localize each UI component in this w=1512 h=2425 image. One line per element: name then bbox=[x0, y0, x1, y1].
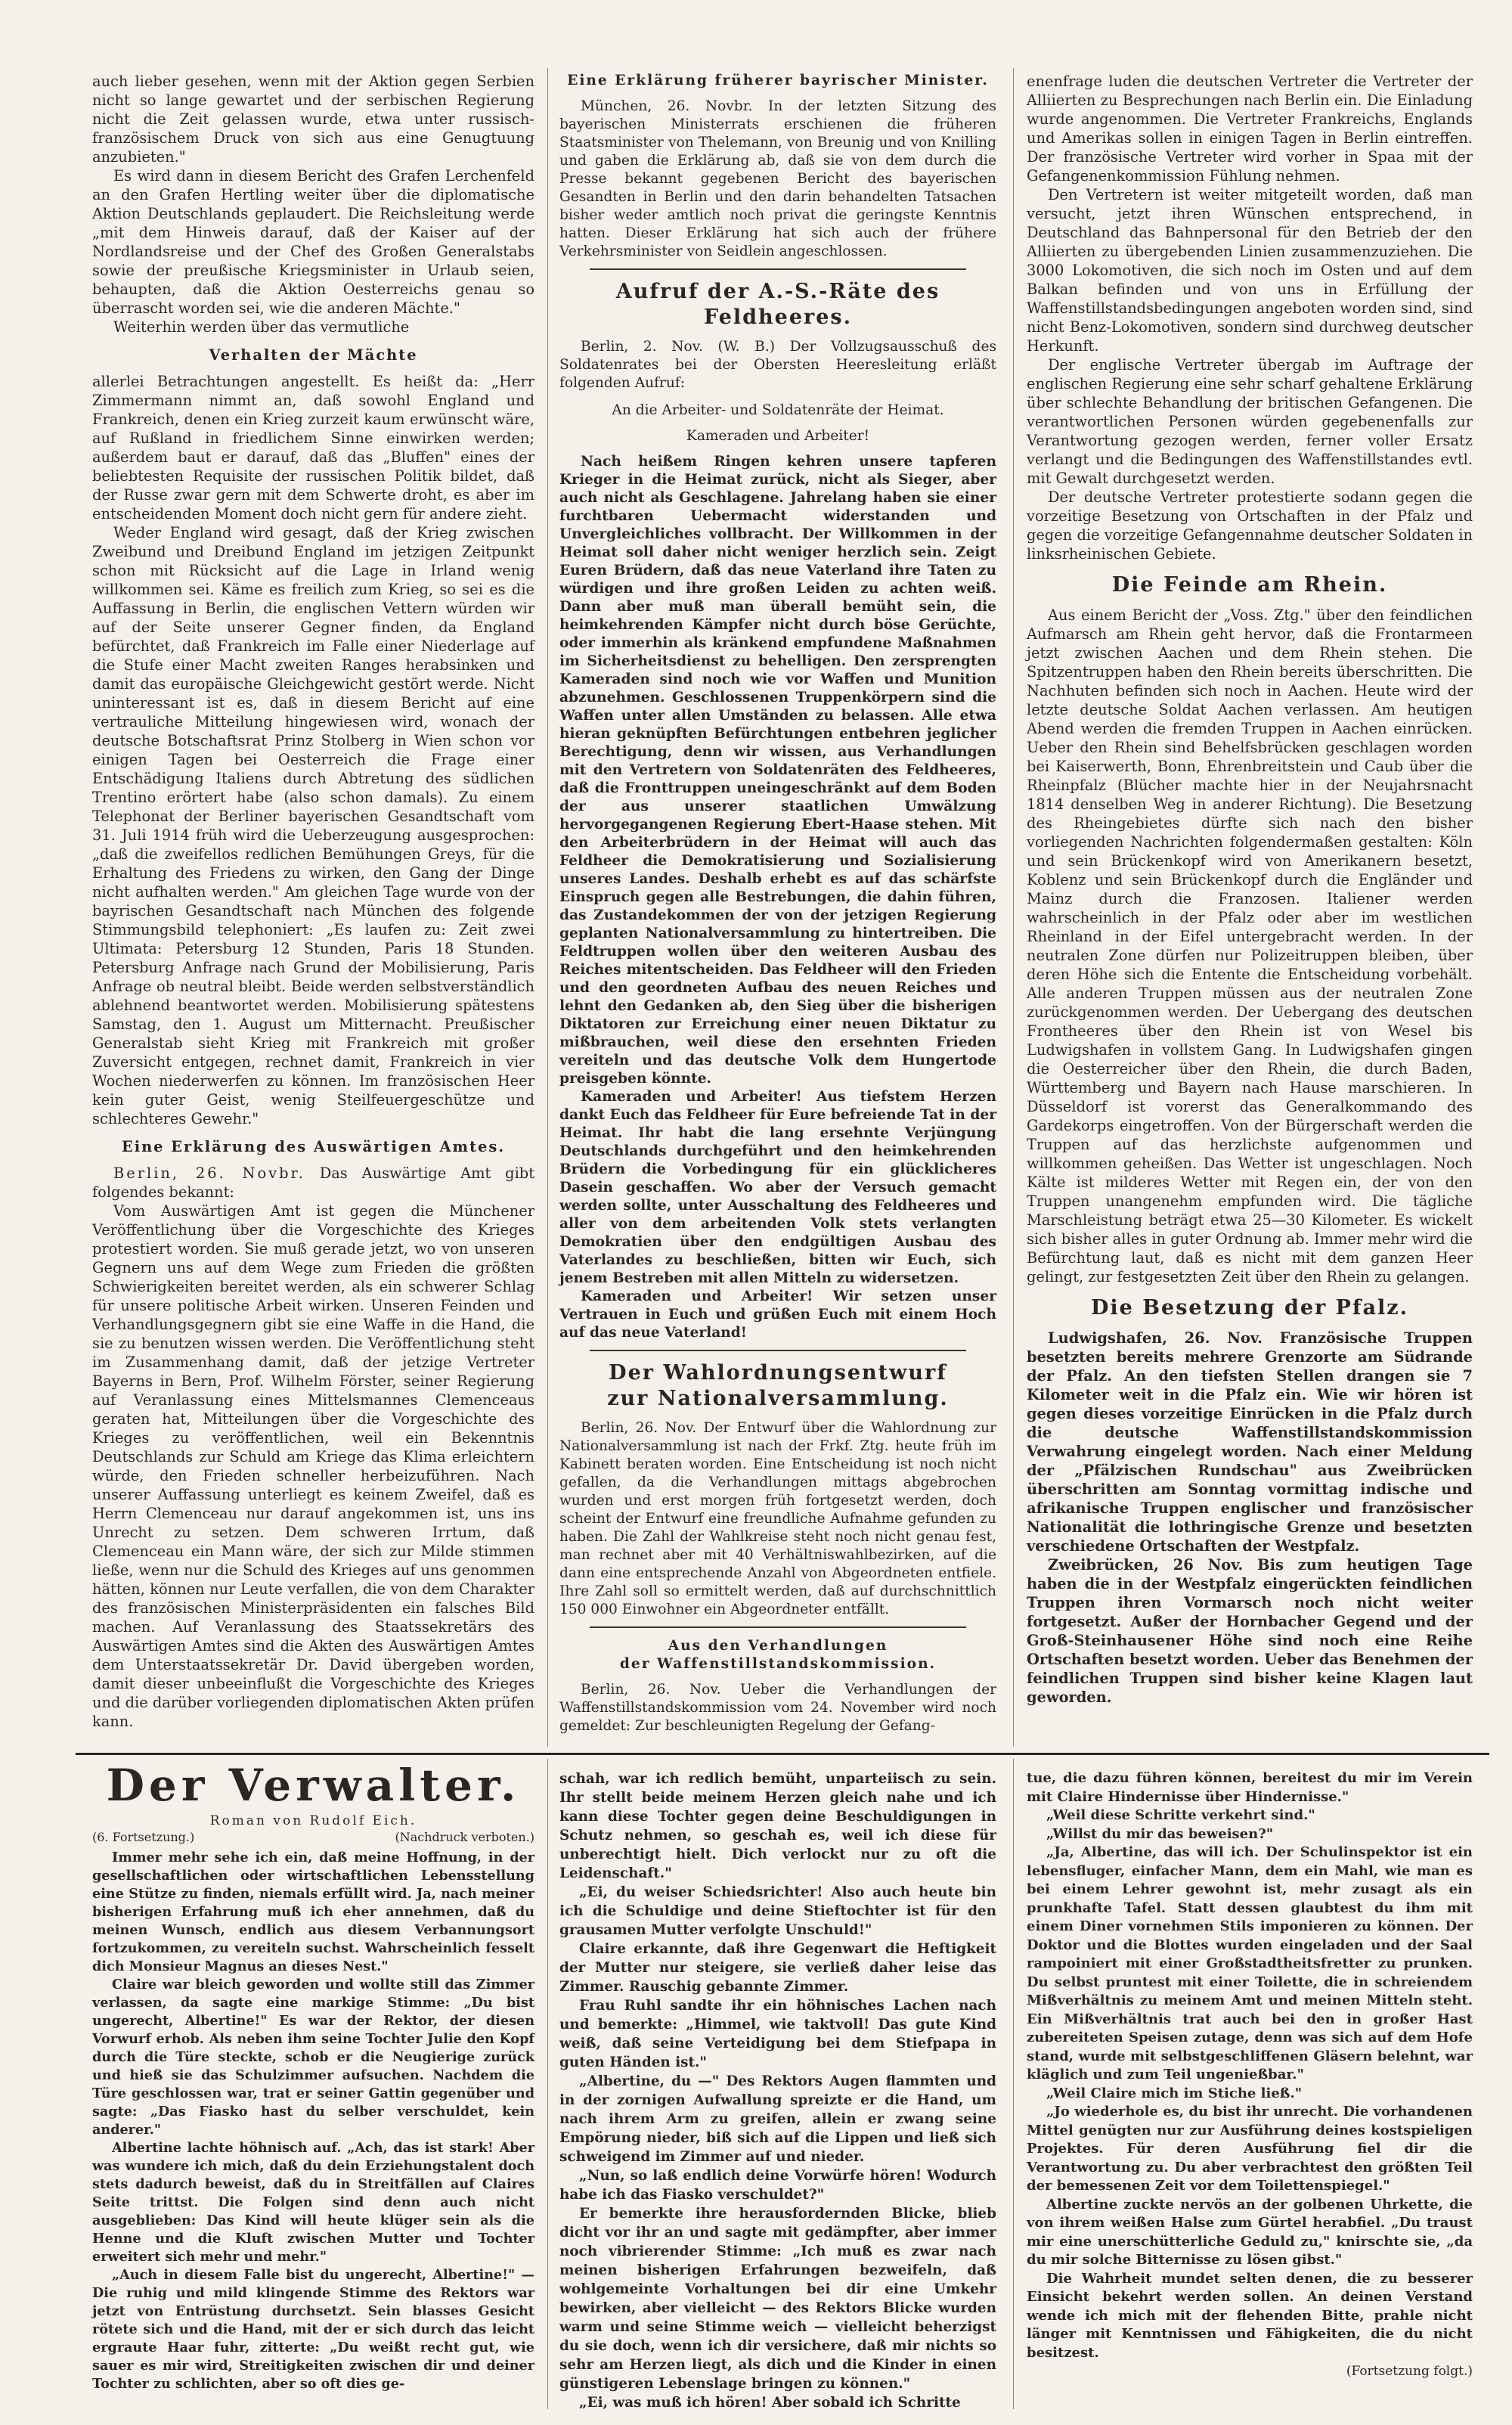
appeal-address: An die Arbeiter- und Soldatenräte der Heimat. bbox=[612, 402, 944, 418]
news-column-3 bbox=[1027, 72, 1473, 1707]
section-heading: Der Wahlordnungsentwurf bbox=[609, 1361, 947, 1385]
news-column-1 bbox=[92, 72, 534, 1731]
section-divider bbox=[590, 1626, 966, 1628]
article-paragraph: auch lieber gesehen, wenn mit der Aktion gegen Serbien nicht so lange gewartet und der serbischen Regierung nicht die Zeit gelassen wurde, etwa unter russisch-französischem Druck von sich aus eine Genugtuung anzubieten." bbox=[92, 73, 534, 166]
novel-paragraph: schah, war ich redlich bemüht, unparteiisch zu sein. Ihr stellt beide meinem Herzen gleich nahe und ich kann diese Tochter gegen deine Beschuldigungen in Schutz nehmen, so geschah es, weil ich diese für unberechtigt hielt. Dich verlockt nur zu oft die Leidenschaft." bbox=[559, 1771, 996, 1881]
novel-paragraph: Claire war bleich geworden und wollte still das Zimmer verlassen, da sagte eine markige Stimme: „Du bist ungerecht, Albertine!" Es war der Rektor, der diesen Vorwurf erhob. Als neben ihm seine Tochter Julie den Kopf durch die Türe steckte, schob er die Neugierige zurück und hieß sie das Schulzimmer aufsuchen. Nachdem die Türe geschlossen war, trat er seiner Gattin gegenüber und sagte: „Das Fiasko hast du selber verschuldet, kein anderer." bbox=[92, 1977, 534, 2138]
article-paragraph: Der englische Vertreter übergab im Auftrage der englischen Regierung eine sehr scharf gehaltene Erklärung über schlechte Behandlung der britischen Gefangenen. Die verantwortlichen Personen würden gegebenenfalls zur Verantwortung gezogen werden, ferner voller Ersatz verlangt und die Bedingungen des Waffenstillstandes evtl. mit Gewalt durchgesetzt werden. bbox=[1027, 356, 1473, 487]
novel-paragraph: tue, die dazu führen können, bereitest du mir im Verein mit Claire Hindernisse über Hindernisse." bbox=[1027, 1770, 1473, 1805]
section-heading: Die Besetzung der Pfalz. bbox=[1090, 1296, 1409, 1319]
novel-paragraph: „Willst du mir das beweisen?" bbox=[1046, 1825, 1274, 1842]
article-paragraph: Zweibrücken, 26 Nov. Bis zum heutigen Tage haben die in der Westpfalz eingerückten feindlichen Truppen ihren Vormarsch noch nicht weiter fortgesetzt. Außer der Hornbacher Gegend und der Groß-Steinhausener Höhe sind noch eine Reihe Ortschaften besetzt worden. Ueber das Benehmen der feindlichen Truppen sind bisher keine Klagen laut geworden. bbox=[1027, 1556, 1473, 1706]
reprint-note: (Nachdruck verboten.) bbox=[395, 1830, 534, 1844]
article-paragraph: Weder England wird gesagt, daß der Krieg zwischen Zweibund und Dreibund England im jetzigen Zeitpunkt schon mit Rücksicht auf die Lage in Irland wenig willkommen sei. Käme es freilich zum Krieg, so sei es die Auffassung in Berlin, die englischen Vettern würden wir auf der Seite unserer Gegner finden, da England befürchtet, daß Frankreich im Falle einer Niederlage auf die Stufe einer Macht zweiten Ranges herabsinken und damit das europäische Gleichgewicht gestört werde. Nicht uninteressant ist es, daß in diesem Bericht auf eine vertrauliche Mitteilung hingewiesen wird, wonach der deutsche Botschaftsrat Prinz Stolberg in Wien schon vor einigen Tagen bei Oesterreich die Frage einer Entschädigung Italiens durch Abtretung des südlichen Trentino erörtert habe (also schon damals). Zu einem Telephonat der Berliner bayerischen Gesandtschaft vom 31. Juli 1914 früh wird die Ueberzeugung ausgesprochen: „daß die zweifellos redlichen Bemühungen Greys, für die Erhaltung des Friedens zu wirken, den Gang der Dinge nicht aufhalten werden." Am gleichen Tage wurde von der bayrischen Gesandtschaft nach München des folgende Stimmungsbild telephoniert: „Es laufen zu: Zeit zwei Ultimata: Petersburg 12 Stunden, Paris 18 Stunden. Petersburg Anfrage nach Grund der Mobilisierung, Paris Anfrage ob neutral bleibt. Beide werden selbstverständlich ablehnend beantwortet werden. Mobilisierung spätestens Samstag, den 1. August um Mitternacht. Preußischer Generalstab sieht Krieg mit Frankreich mit großer Zuversicht entgegen, rechnet damit, Frankreich in vier Wochen niederwerfen zu können. Im französischen Heer kein guter Geist, wenig Steilfeuergeschütze und schlechteres Gewehr." bbox=[92, 524, 534, 1127]
novel-title: Der Verwalter. bbox=[106, 1760, 521, 1811]
novel-paragraph: „Albertine, du —" Des Rektors Augen flammten und in der zornigen Aufwallung spreizte er die Hand, um nach ihrem Arm zu greifen, allein er zwang seine Empörung nieder, biß sich auf die Lippen und ließ sich schweigend im Zimmer auf und nieder. bbox=[559, 2073, 996, 2165]
article-paragraph: Aus einem Bericht der „Voss. Ztg." über den feindlichen Aufmarsch am Rhein geht hervor, daß die Frontarmeen jetzt zwischen Aachen und dem Rhein stehen. Die Spitzentruppen haben den Rhein bereits überschritten. Die Nachhuten befinden sich noch in Aachen. Heute wird der letzte deutsche Soldat Aachen verlassen. Am heutigen Abend werden die fremden Truppen in Aachen einrücken. Ueber den Rhein sind Behelfsbrücken geschlagen worden bei Kaiserwerth, Bonn, Ehrenbreitstein und Caub über die Rheinpfalz (Blücher machte hier in der Neujahrsnacht 1814 denselben Weg in anderer Richtung). Die Besetzung des Rheingebietes dürfte sich nach den bisher vorliegenden Nachrichten folgendermaßen gestalten: Köln und sein Brückenkopf wird von Amerikanern besetzt, Koblenz und sein Brückenkopf durch die Engländer und Mainz durch die Franzosen. Italiener werden wahrscheinlich in der Pfalz oder aber im westlichen Rheinland in der Eifel untergebracht werden. In der neutralen Zone dürfen nur Polizeitruppen bleiben, über deren Höhe sich die Entente die Entscheidung vorbehält. Alle anderen Truppen müssen aus der neutralen Zone zurückgenommen werden. Der Uebergang des deutschen Frontheeres über den Rhein ist von Wesel bis Ludwigshafen in vollstem Gang. In Ludwigshafen gingen die Oesterreicher über den Rhein, die durch Baden, Württemberg und Bayern nach Hause marschieren. In Düsseldorf ist vorerst das Generalkommando des Gardekorps eingetroffen. Von der Bürgerschaft werden die Truppen auf das herzlichste aufgenommen und willkommen geheißen. Das Wetter ist ungeschlagen. Noch Kälte ist milderes Wetter mit Regen ein, der von den Truppen unangenehm empfunden wird. Die tägliche Marschleistung beträgt etwa 25—30 Kilometer. Es wickelt sich bisher alles in guter Ordnung ab. Immer mehr wird die Befürchtung laut, daß es nicht mit dem ganzen Heer gelingt, zur festgesetzten Zeit über den Rhein zu gelangen. bbox=[1027, 606, 1473, 1285]
novel-paragraph: „Ja, Albertine, das will ich. Der Schulinspektor ist ein lebensfluger, einfacher Mann, dem ein Mahl, wie man es bei einem Lehrer gewohnt ist, mehr zusagt als ein prunkhafte Tafel. Statt dessen glaubtest du ihm mit einem Diner vornehmen Stils imponieren zu können. Der Doktor und die Blottes wurden eingeladen und der Saal rampoiniert mit einer Großstadtheitsfretter zu prunken. Du selbst pruntest mit einer Toilette, die in schreiendem Mißverhältnis zu meinem Amt und meinen Mitteln steht. Ein Mißverhältnis trat auch bei den in großer Hast zubereiteten Speisen zutage, denn was sich auf dem Hofe stand, wurde mit selbstgeschliffenen Gläsern belehnt, war kläglich und zum Teil ungenießbar." bbox=[1027, 1844, 1473, 2082]
novel-paragraph: „Ei, was muß ich hören! Aber sobald ich Schritte bbox=[579, 2395, 961, 2411]
article-paragraph: Den Vertretern ist weiter mitgeteilt worden, daß man versucht, jetzt ihren Wünschen entsprechend, in Deutschland das Bahnpersonal für den Betrieb der den Alliierten zu übergebenden Linien zusammenzuziehen. Die 3000 Lokomotiven, die sich noch im Osten und auf dem Balkan befinden und von uns in Erfüllung der Waffenstillstandsbedingungen angeboten worden sind, sind nicht Benz-Lokomotiven, sondern sind durchweg deutscher Herkunft. bbox=[1027, 186, 1473, 355]
article-paragraph: Ludwigshafen, 26. Nov. Französische Truppen besetzten bereits mehrere Grenzorte am Südrande der Pfalz. An den tiefsten Stellen drangen sie 7 Kilometer weit in die Pfalz ein. Wie wir hören ist gegen dieses vorzeitige Einrücken in die Pfalz durch die deutsche Waffenstillstandskommission Verwahrung eingelegt worden. Nach einer Meldung der „Pfälzischen Rundschau" aus Zweibrücken überschritten am Sonntag vormittag indische und afrikanische Truppen englischer und französischer Nationalität die lothringische Grenze und besetzten verschiedene Ortschaften der Westpfalz. bbox=[1027, 1329, 1473, 1555]
article-paragraph: enenfrage luden die deutschen Vertreter die Vertreter der Alliierten zu Besprechungen nach Berlin ein. Die Einladung wurde angenommen. Die Vertreter Frankreichs, Englands und Amerikas sollen in einigen Tagen in Berlin eintreffen. Der französische Vertreter wird vorher in Spaa mit der Gefangenenkommission Fühlung nehmen. bbox=[1027, 73, 1473, 185]
dateline: Berlin, 26. Novbr. bbox=[113, 1164, 305, 1182]
article-paragraph: Berlin, 2. Nov. (W. B.) Der Vollzugsausschuß des Soldatenrates bei der Obersten Heeresleitung erläßt folgenden Aufruf: bbox=[559, 339, 996, 391]
novel-paragraph: Albertine zuckte nervös an der golbenen Uhrkette, die von ihrem weißen Halse zum Gürtel herabfiel. „Du traust mir eine unerschütterliche Geduld zu," knirschte sie, „da du mir solche Bitternisse zu lösen gibst." bbox=[1027, 2196, 1473, 2268]
appeal-salute: Kameraden und Arbeiter! bbox=[686, 428, 870, 444]
feuilleton-divider bbox=[76, 1753, 1489, 1755]
article-paragraph: Kameraden und Arbeiter! Wir setzen unser Vertrauen in Euch und grüßen Euch mit einem Hoch auf das neue Vaterland! bbox=[559, 1288, 996, 1341]
novel-paragraph: Er bemerkte ihre herausfordernden Blicke, blieb dicht vor ihr an und sagte mit gedämpfter, aber immer noch vibrierender Stimme: „Ich muß es zwar nach meinen bisherigen Erfahrungen bezweifeln, daß wohlgemeinte Vorhaltungen bei dir eine Umkehr bewirken, aber vielleicht — des Rektors Blicke wurden warm und seine Stimme weich — vielleicht beherzigst du sie doch, wenn ich dir versichere, daß mir nichts so sehr am Herzen liegt, als dich und die Kinder in einen günstigeren Lebenslage bringen zu können." bbox=[559, 2206, 996, 2392]
novel-paragraph: „Weil Claire mich im Stiche ließ." bbox=[1046, 2085, 1303, 2101]
novel-meta bbox=[92, 1830, 534, 1844]
section-heading: Aufruf der A.-S.-Räte des Feldheeres. bbox=[615, 280, 940, 329]
article-paragraph: Der deutsche Vertreter protestierte sodann gegen die vorzeitige Besetzung von Ortschaften in der Pfalz und gegen die vorzeitige Gefangennahme deutscher Soldaten in linksrheinischen Gebiete. bbox=[1027, 488, 1473, 563]
article-paragraph: Berlin, 26. Nov. Ueber die Verhandlungen der Waffenstillstandskommission vom 24. November wird noch gemeldet: Zur beschleunigten Regelung der Gefang- bbox=[559, 1682, 996, 1734]
installment-note: (6. Fortsetzung.) bbox=[92, 1830, 195, 1844]
section-divider bbox=[590, 1350, 966, 1351]
novel-paragraph: Claire erkannte, daß ihre Gegenwart die Heftigkeit der Mutter nur steigere, sie verließ daher leise das Zimmer. Rauschig gebannte Zimmer. bbox=[559, 1941, 996, 1995]
column-divider bbox=[547, 1759, 548, 2409]
article-paragraph: allerlei Betrachtungen angestellt. Es heißt da: „Herr Zimmermann nimmt an, daß sowohl England und Frankreich, denen ein Krieg zurzeit kaum erwünscht wäre, auf Rußland in friedlichem Sinne einwirken werden; außerdem baut er darauf, daß das „Bluffen" eines der beliebtesten Requisite der russischen Politik bildet, daß der Russe zwar gern mit dem Schwerte droht, es aber im entscheidenden Moment doch nicht gern für andere zieht. bbox=[92, 373, 534, 523]
news-column-2 bbox=[559, 72, 996, 1735]
continuation-note: (Fortsetzung folgt.) bbox=[1346, 2364, 1473, 2379]
section-heading: zur Nationalversammlung. bbox=[607, 1387, 949, 1410]
section-heading: Verhalten der Mächte bbox=[209, 346, 418, 364]
article-text: Das Auswärtige Amt gibt folgendes bekannt: bbox=[92, 1164, 534, 1201]
novel-paragraph: Die Wahrheit mundet selten denen, die zu besserer Einsicht bekehrt werden sollen. An deinen Verstand wende ich mich mit der flehenden Bitte, prahle nicht länger mit Kenntnissen und Fähigkeiten, die du nicht besitzest. bbox=[1027, 2270, 1473, 2361]
section-heading: der Waffenstillstandskommission. bbox=[619, 1656, 937, 1672]
column-divider bbox=[1013, 1759, 1014, 2409]
novel-paragraph: Albertine lachte höhnisch auf. „Ach, das ist stark! Aber was wundere ich mich, daß du dein Erziehungstalent doch stets dadurch beweist, daß du in Streitfällen auf Claires Seite trittst. Die Folgen sind denn auch nicht ausgeblieben: Das Kind will heute klüger sein als die Henne und die Kluft zwischen Mutter und Tochter erweitert sich mehr und mehr." bbox=[92, 2140, 534, 2265]
novel-paragraph: Frau Ruhl sandte ihr ein höhnisches Lachen nach und bemerkte: „Himmel, wie taktvoll! Das gute Kind weiß, daß seine Verteidigung bei dem Stiefpapa in guten Händen ist." bbox=[559, 1998, 996, 2070]
article-paragraph: Nach heißem Ringen kehren unsere tapferen Krieger in die Heimat zurück, nicht als Sieger, aber auch nicht als Geschlagene. Jahrelang haben sie einer furchtbaren Uebermacht widerstanden und Unvergleichliches vollbracht. Der Willkommen in der Heimat soll daher nicht weniger herzlich sein. Zeigt Euren Brüdern, daß das neue Vaterland ihre Taten zu würdigen und ihre großen Leiden zu achten weiß. Dann aber muß man überall bemüht sein, die heimkehrenden Kämpfer nicht durch böse Gerüchte, oder immerhin als kränkend empfundene Maßnahmen im Sicherheitsdienst zu behelligen. Den zersprengten Kameraden sind noch wie vor Waffen und Munition abzunehmen. Geschlossenen Truppenkörpern sind die Waffen unter allen Umständen zu belassen. Alle etwa hieran geknüpften Befürchtungen entbehren jeglicher Berechtigung, denn wir wissen, aus Verhandlungen mit den Vertretern von Soldatenräten des Feldheeres, daß die Fronttruppen uneingeschränkt auf dem Boden der aus unserer staatlichen Umwälzung hervorgegangenen Regierung Ebert-Haase stehen. Mit den Arbeiterbrüdern in der Heimat will auch das Feldheer die Demokratisierung und Sozialisierung unseres Landes. Deshalb erhebt es auf das schärfste Einspruch gegen alle Bestrebungen, die dahin führen, das Zustandekommen der von der jetzigen Regierung geplanten Nationalversammlung zu hintertreiben. Die Feldtruppen wollen über den weiteren Ausbau des Reiches mitentscheiden. Das Feldheer will den Frieden und den geordneten Aufbau des neuen Reiches und lehnt den Gedanken ab, den Sieg über die bisherigen Diktatoren zur Erreichung einer neuen Diktatur zu mißbrauchen, weil diese den ersehnten Frieden vereiteln und das deutsche Volk dem Hungertode preisgeben könnte. bbox=[559, 454, 996, 1087]
article-paragraph: Weiterhin werden über das vermutliche bbox=[113, 318, 410, 336]
article-paragraph: München, 26. Novbr. In der letzten Sitzung des bayerischen Ministerrats erschienen die früheren Staatsminister von Thelemann, von Breunig und von Knilling und gaben die Erklärung ab, daß sie von dem durch die Presse bekannt gegebenen Bericht des bayerischen Gesandten in Berlin und den darin behandelten Tatsachen bisher weder amtlich noch privat die geringste Kenntnis hatten. Dieser Erklärung hat sich auch der frühere Verkehrsminister von Seidlein angeschlossen. bbox=[559, 98, 996, 259]
novel-column-1 bbox=[92, 1849, 534, 2393]
column-divider bbox=[547, 68, 548, 1747]
column-divider bbox=[1013, 68, 1014, 1747]
novel-paragraph: Immer mehr sehe ich ein, daß meine Hoffnung, in der gesellschaftlichen oder wirtschaftlichen Lebensstellung eine Stütze zu finden, niemals erfüllt wird. Ja, nach meiner bisherigen Erfahrung muß ich eher annehmen, daß du meinen Wunsch, endlich aus diesem Verbannungsort fortzukommen, zu vereiteln suchst. Wahrscheinlich fesselt dich Monsieur Magnus an dieses Nest." bbox=[92, 1850, 534, 1974]
novel-paragraph: „Nun, so laß endlich deine Vorwürfe hören! Wodurch habe ich das Fiasko verschuldet?" bbox=[559, 2168, 996, 2203]
novel-byline: Roman von Rudolf Eich. bbox=[209, 1813, 417, 1828]
section-heading: Eine Erklärung früherer bayrischer Minister. bbox=[567, 73, 989, 88]
article-paragraph bbox=[92, 1164, 534, 1202]
section-heading: Aus den Verhandlungen bbox=[668, 1638, 888, 1654]
article-paragraph: Berlin, 26. Nov. Der Entwurf über die Wahlordnung zur Nationalversammlung ist nach der Frkf. Ztg. heute früh im Kabinett beraten worden. Eine Entscheidung ist noch nicht gefallen, da die Verhandlungen mittags abgebrochen wurden und erst morgen früh fortgesetzt werden, doch scheint der Entwurf eine freundliche Aufnahme gefunden zu haben. Die Zahl der Wahlkreise steht noch nicht genau fest, man rechnet aber mit 40 Verhältniswahlbezirken, auf die dann eine entsprechende Anzahl von Abgeordneten entfiele. Ihre Zahl soll so ermittelt werden, daß auf durchschnittlich 150 000 Einwohner ein Abgeordneter entfällt. bbox=[559, 1420, 996, 1617]
novel-paragraph: „Ei, du weiser Schiedsrichter! Also auch heute bin ich die Schuldige und deine Stieftochter ist für den grausamen Mutter verfolgte Unschuld!" bbox=[559, 1884, 996, 1938]
novel-paragraph: „Jo wiederhole es, du bist ihr unrecht. Die vorhandenen Mittel genügten nur zur Ausführung deines kostspieligen Projektes. Für deren Ausführung fiel dir die Verantwortung zu. Du aber verbrachtest den größten Teil der bemessenen Zeit vor dem Toilettenspiegel." bbox=[1027, 2104, 1473, 2194]
novel-paragraph: „Weil diese Schritte verkehrt sind." bbox=[1046, 1807, 1315, 1823]
section-heading: Eine Erklärung des Auswärtigen Amtes. bbox=[121, 1138, 506, 1155]
section-divider bbox=[590, 268, 966, 270]
article-paragraph: Vom Auswärtigen Amt ist gegen die Münchener Veröffentlichung über die Vorgeschichte des Krieges protestiert worden. Sie muß gerade jetzt, wo von unseren Gegnern uns auf dem Wege zum Frieden die größten Schwierigkeiten bereitet werden, als ein schwerer Schlag für unsere politische Arbeit wirken. Unseren Feinden und Verhandlungsgegnern gibt sie eine Waffe in die Hand, die sie zu benutzen wissen werden. Die Veröffentlichung steht im Zusammenhang damit, daß der jetzige Vertreter Bayerns in Bern, Prof. Wilhelm Förster, seiner Regierung auf Veranlassung eines Mittelsmannes Clemenceaus geraten hat, Mitteilungen über die Vorgeschichte des Krieges zu veröffentlichen, weil ein Bekenntnis Deutschlands zur Schuld am Kriege das Klima erleichtern würde, den Frieden schneller herbeizuführen. Nach unserer Auffassung unterliegt es keinem Zweifel, daß es Herrn Clemenceau nur darauf angekommen ist, uns ins Unrecht zu setzen. Dem schweren Irrtum, daß Clemenceau ein Mann wäre, der sich zur Milde stimmen ließe, wenn nur die Schuld des Krieges auf uns genommen hätten, können nur Leute verfallen, die von dem Charakter des französischen Ministerpräsidenten ein falsches Bild machen. Auf Veranlassung des Staatssekretärs des Auswärtigen Amtes sind die Akten des Auswärtigen Amtes dem Unterstaatssekretär Dr. David übergeben worden, damit dieser unbeeinflußt die Vorgeschichte des Krieges und die darüber vorliegenden diplomatischen Akten prüfen kann. bbox=[92, 1202, 534, 1730]
novel-paragraph: „Auch in diesem Falle bist du ungerecht, Albertine!" — Die ruhig und mild klingende Stimme des Rektors war jetzt von Entrüstung durchsetzt. Sein blasses Gesicht rötete sich und die Hand, mit der er sich durch das leicht ergraute Haar fuhr, zitterte: „Du weißt recht gut, wie sauer es mir wird, Streitigkeiten zwischen dir und deiner Tochter zu schlichten, aber so oft dies ge- bbox=[92, 2267, 534, 2392]
novel-column-2 bbox=[559, 1769, 996, 2412]
novel-column-3 bbox=[1027, 1769, 1473, 2381]
article-paragraph: Es wird dann in diesem Bericht des Grafen Lerchenfeld an den Grafen Hertling weiter über die diplomatische Aktion Deutschlands geplaudert. Die Reichsleitung werde „mit dem Hinweis darauf, daß der Kaiser auf der Nordlandsreise und der Chef des Großen Generalstabs sowie der preußische Kriegsminister in Urlaub seien, behaupten, daß die Aktion Oesterreichs genau so überrascht worden sei, wie die anderen Mächte." bbox=[92, 167, 534, 317]
article-paragraph: Kameraden und Arbeiter! Aus tiefstem Herzen dankt Euch das Feldheer für Eure befreiende Tat in der Heimat. Ihr habt die lang ersehnte Verjüngung Deutschlands durchgeführt und den heimkehrenden Brüdern die Vorbedingung für ein glücklicheres Dasein geschaffen. Wo aber der Versuch gemacht werden sollte, unter Ausschaltung des Feldheeres und aller von dem arbeitenden Volk stets verlangten Demokratien über den endgültigen Ausbau des Vaterlandes zu beschließen, bitten wir Euch, sich jenem Bestreben mit allen Mitteln zu widersetzen. bbox=[559, 1089, 996, 1286]
section-heading: Die Feinde am Rhein. bbox=[1111, 573, 1388, 597]
